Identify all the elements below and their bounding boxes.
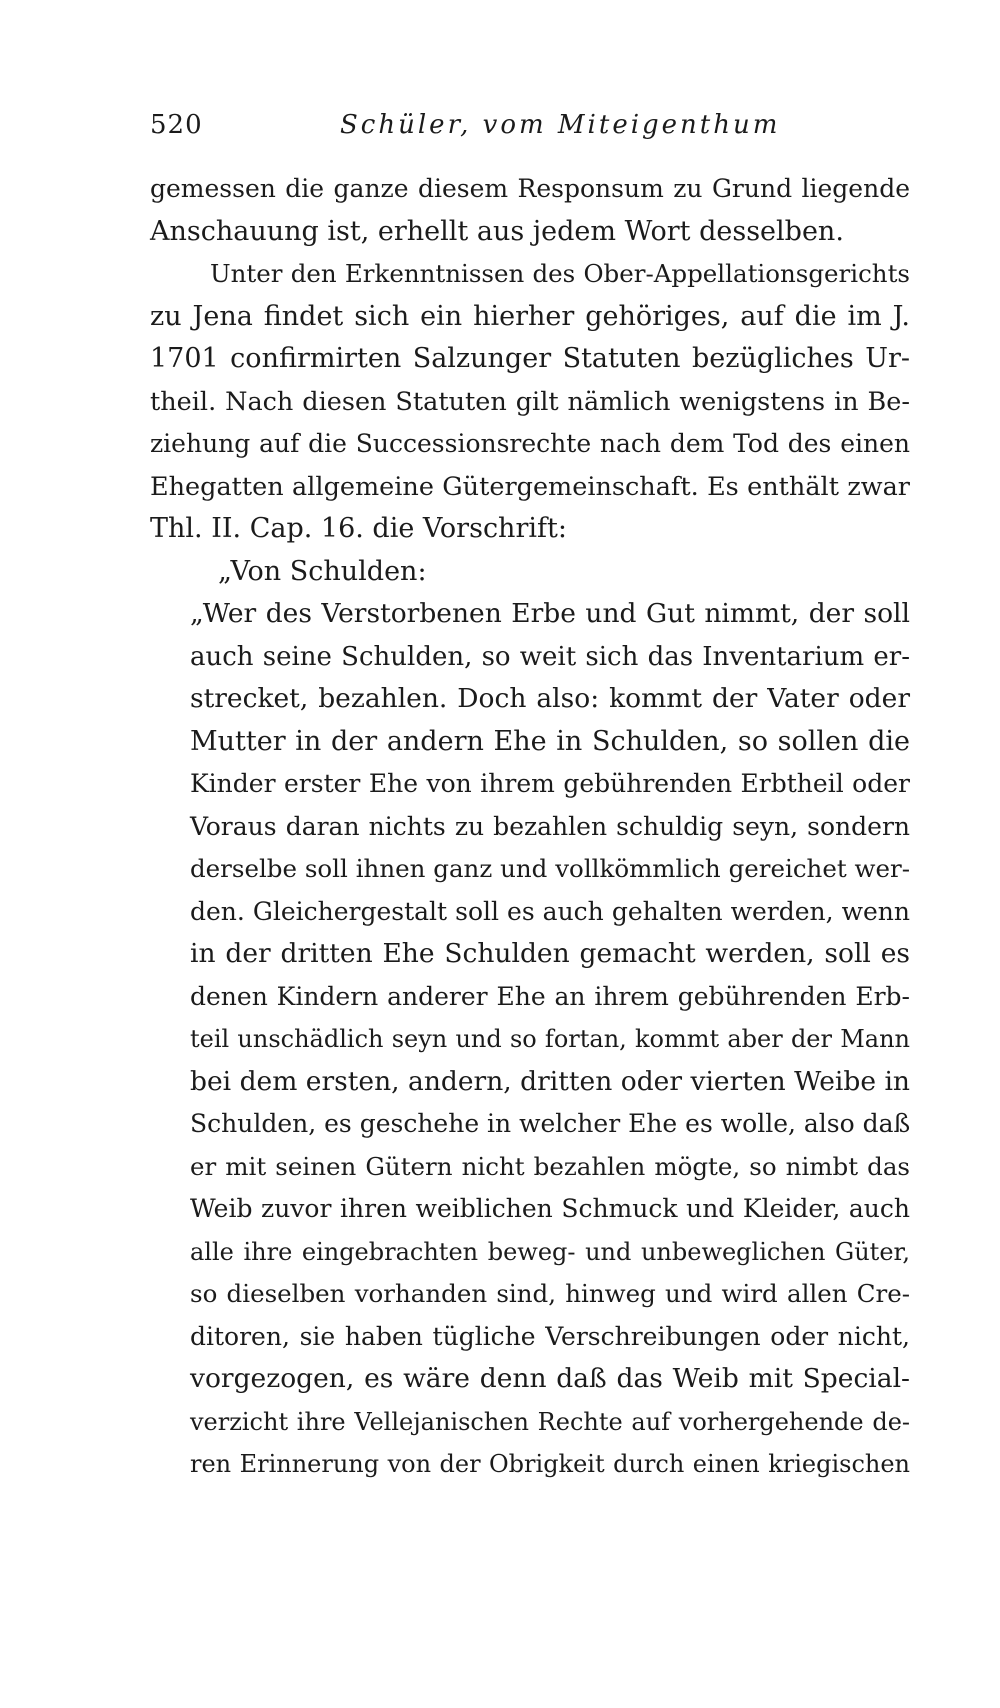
text-line: zu Jena findet sich ein hierher gehöriges, auf die im J. [150, 300, 910, 332]
running-head: Schüler, vom Miteigenthum [340, 110, 781, 140]
text-line: auch seine Schulden, so weit sich das Inventarium er- [190, 641, 910, 672]
text-line: bei dem ersten, andern, dritten oder vierten Weibe in [190, 1065, 910, 1097]
text-line: gemessen die ganze diesem Responsum zu Grund liegende [150, 174, 910, 203]
paragraph-jena [150, 253, 910, 551]
text-line: verzicht ihre Vellejanischen Rechte auf vorhergehende de- [190, 1407, 910, 1436]
text-line: Schulden, es geschehe in welcher Ehe es wolle, also daß [190, 1109, 911, 1138]
text-line: Ehegatten allgemeine Gütergemeinschaft. Es enthält zwar [150, 471, 910, 502]
text-line: Voraus daran nichts zu bezahlen schuldig seyn, sondern [190, 811, 910, 841]
text-line: „Wer des Verstorbenen Erbe und Gut nimmt, der soll [190, 598, 910, 629]
text-line: strecket, bezahlen. Doch also: kommt der Vater oder [190, 683, 910, 714]
body-text [150, 168, 910, 1486]
paragraph-continuation [150, 168, 910, 253]
text-line: derselbe soll ihnen ganz und vollkömmlich gereichet wer- [190, 854, 910, 883]
text-line: Kinder erster Ehe von ihrem gebührenden Erbtheil oder [190, 769, 910, 798]
text-line: vorgezogen, es wäre denn daß das Weib mit Special- [190, 1363, 910, 1394]
text-line: in der dritten Ehe Schulden gemacht werden, soll es [190, 938, 910, 969]
quoted-statute [150, 593, 910, 1486]
text-line: ren Erinnerung von der Obrigkeit durch einen kriegischen [190, 1450, 910, 1478]
text-line: Weib zuvor ihren weiblichen Schmuck und Kleider, auch [190, 1194, 910, 1223]
text-line: Unter den Erkenntnissen des Ober-Appellationsgerichts [210, 259, 910, 288]
text-line: ditoren, sie haben tügliche Verschreibungen oder nicht, [190, 1321, 910, 1351]
text-line: er mit seinen Gütern nicht bezahlen mögte, so nimbt das [190, 1151, 910, 1181]
text-line: so dieselben vorhanden sind, hinweg und wird allen Cre- [190, 1279, 910, 1308]
text-line: „Von Schulden: [218, 555, 427, 587]
text-line: Anschauung ist, erhellt aus jedem Wort desselben. [150, 215, 844, 247]
text-line: den. Gleichergestalt soll es auch gehalten werden, wenn [190, 896, 910, 926]
text-line: alle ihre eingebrachten beweg- und unbeweglichen Güter, [190, 1237, 910, 1266]
text-line: theil. Nach diesen Statuten gilt nämlich wenigstens in Be- [150, 386, 910, 417]
text-line: teil unschädlich seyn und so fortan, kommt aber der Mann [190, 1025, 910, 1053]
page-header [150, 110, 910, 150]
text-line: denen Kindern anderer Ehe an ihrem gebührenden Erb- [190, 981, 910, 1011]
text-line: Thl. II. Cap. 16. die Vorschrift: [150, 513, 567, 544]
quote-heading [150, 551, 910, 594]
text-line: 1701 confirmirten Salzunger Statuten bezügliches Ur- [150, 343, 910, 374]
page-number: 520 [150, 110, 203, 140]
text-line: ziehung auf die Successionsrechte nach dem Tod des einen [150, 429, 910, 458]
text-line: Mutter in der andern Ehe in Schulden, so sollen die [190, 725, 910, 757]
